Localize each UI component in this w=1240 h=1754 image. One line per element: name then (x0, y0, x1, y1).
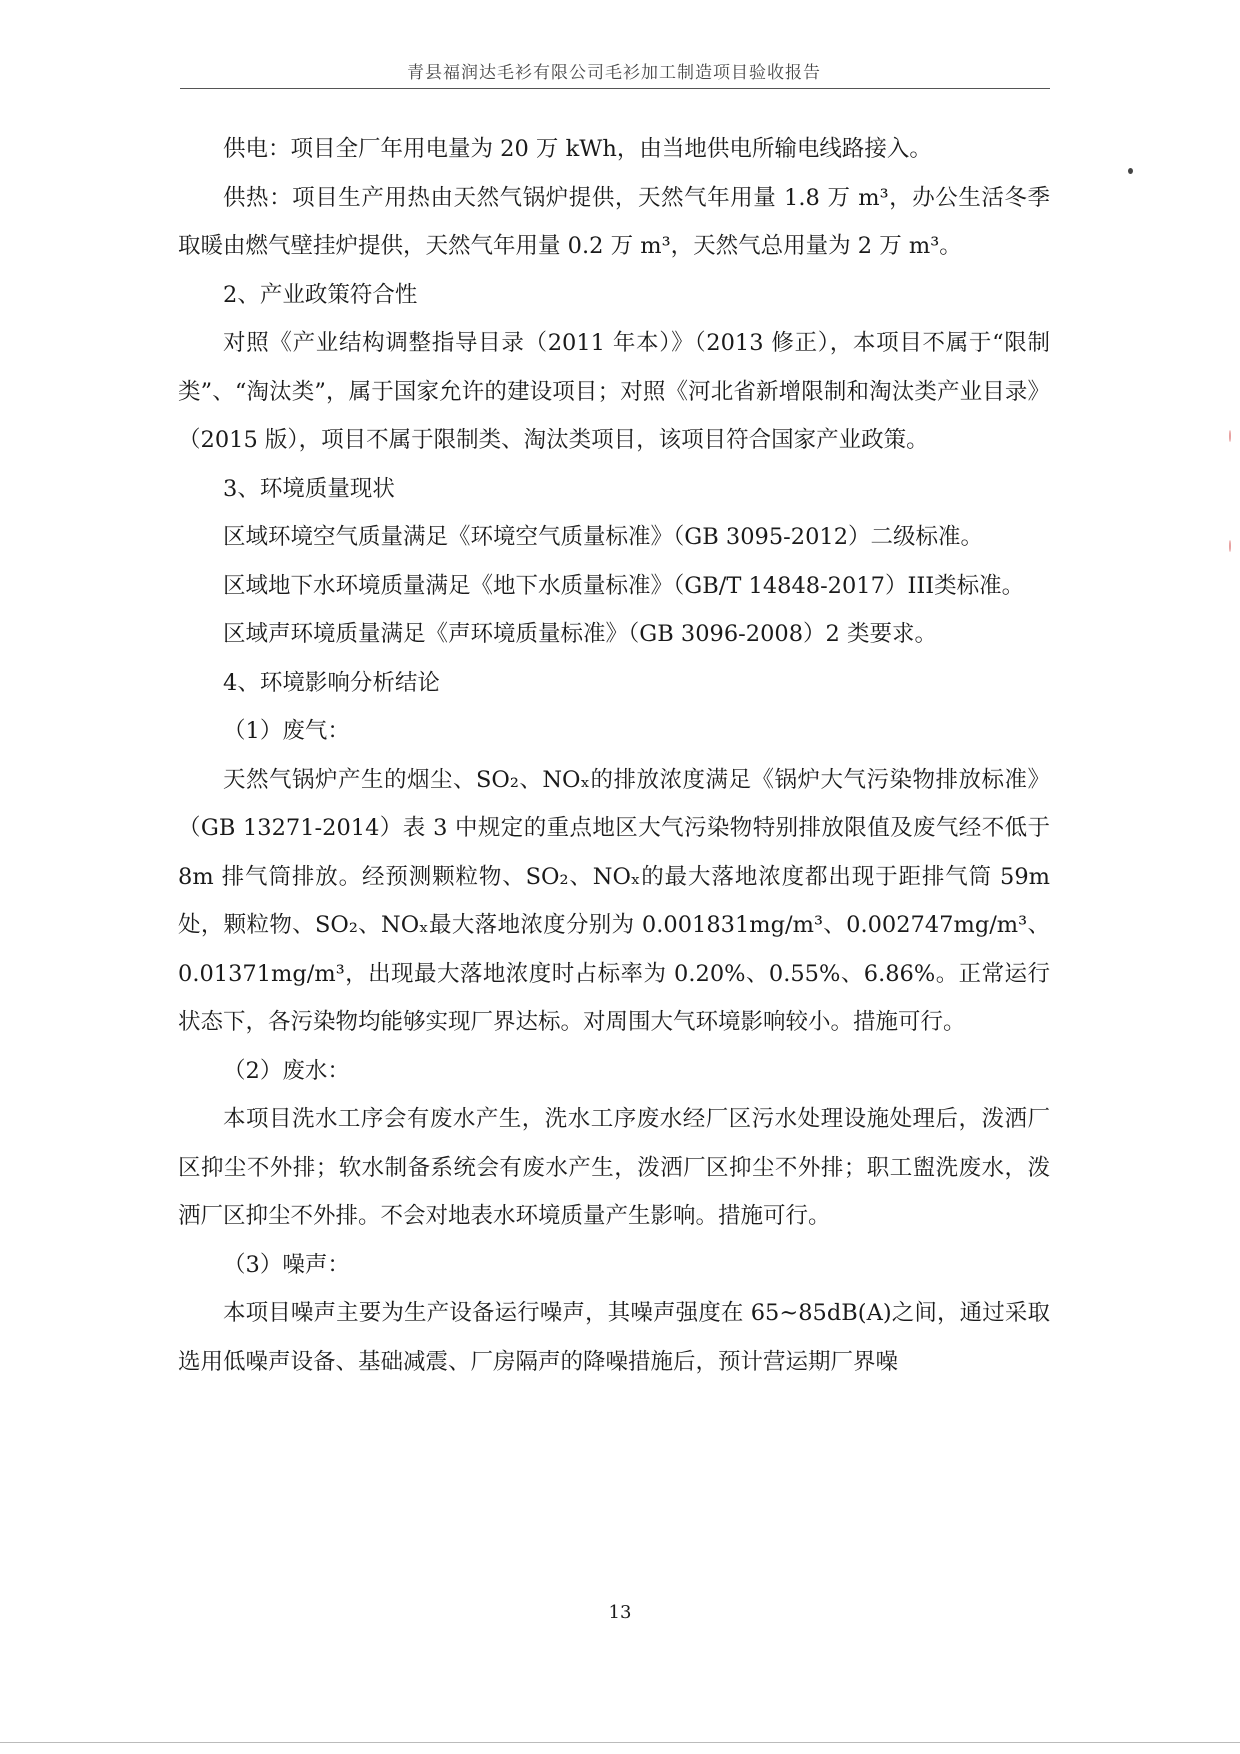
section-2-heading: 2、产业政策符合性 (223, 281, 418, 308)
noise-paragraph: 本项目噪声主要为生产设备运行噪声，其噪声强度在 65~85dB(A)之间，通过采取选用低噪声设备、基础减震、厂房隔声的降噪措施后，预计营运期厂界噪 (178, 1300, 1050, 1375)
section-4-heading: 4、环境影响分析结论 (223, 669, 440, 696)
section-2-paragraph: 对照《产业结构调整指导目录（2011 年本）》（2013 修正），本项目不属于“限制类”、“淘汰类”，属于国家允许的建设项目；对照《河北省新增限制和淘汰类产业目录》（2015 版），项目不属于限制类、淘汰类项目，该项目符合国家产业政策。 (178, 330, 1050, 453)
scan-speck (1229, 430, 1231, 442)
noise-heading: （3）噪声： (223, 1251, 350, 1278)
waste-gas-heading: （1）废气： (223, 718, 350, 744)
waste-gas-paragraph: 天然气锅炉产生的烟尘、SO₂、NOₓ的排放浓度满足《锅炉大气污染物排放标准》（GB 13271-2014）表 3 中规定的重点地区大气污染物特别排放限值及废气经不低于 8m 排气筒排放。经预测颗粒物、SO₂、NOₓ的最大落地浓度都出现于距排气筒 59m 处，颗粒物、SO₂、NOₓ最大落地浓度分别为 0.001831mg/m³、0.002747mg/m³、0.01371mg/m³，出现最大落地浓度时占标率为 0.20%、0.55%、6.86%。正常运行状态下，各污染物均能够实现厂界达标。对周围大气环境影响较小。措施可行。 (178, 766, 1050, 1035)
air-quality-paragraph: 区域环境空气质量满足《环境空气质量标准》（GB 3095-2012）二级标准。 (223, 524, 984, 550)
running-header: 青县福润达毛衫有限公司毛衫加工制造项目验收报告 (407, 63, 821, 83)
scan-speck (1229, 540, 1231, 552)
scan-speck (1128, 168, 1133, 174)
header-divider (180, 88, 1050, 89)
power-supply-paragraph: 供电：项目全厂年用电量为 20 万 kWh，由当地供电所输电线路接入。 (223, 136, 932, 162)
groundwater-quality-paragraph: 区域地下水环境质量满足《地下水质量标准》（GB/T 14848-2017）III类标准。 (223, 572, 1025, 599)
acoustic-quality-paragraph: 区域声环境质量满足《声环境质量标准》（GB 3096-2008）2 类要求。 (223, 621, 938, 647)
heat-supply-paragraph: 供热：项目生产用热由天然气锅炉提供，天然气年用量 1.8 万 m³，办公生活冬季取暖由燃气壁挂炉提供，天然气年用量 0.2 万 m³，天然气总用量为 2 万 m³。 (178, 184, 1050, 259)
page-number: 13 (608, 1602, 632, 1623)
section-3-heading: 3、环境质量现状 (223, 475, 395, 502)
waste-water-heading: （2）废水： (223, 1057, 350, 1084)
waste-water-paragraph: 本项目洗水工序会有废水产生，洗水工序废水经厂区污水处理设施处理后，泼洒厂区抑尘不外排；软水制备系统会有废水产生，泼洒厂区抑尘不外排；职工盥洗废水，泼洒厂区抑尘不外排。不会对地表水环境质量产生影响。措施可行。 (178, 1106, 1050, 1229)
scan-edge-line (0, 1742, 1240, 1743)
document-body (178, 125, 1050, 1386)
